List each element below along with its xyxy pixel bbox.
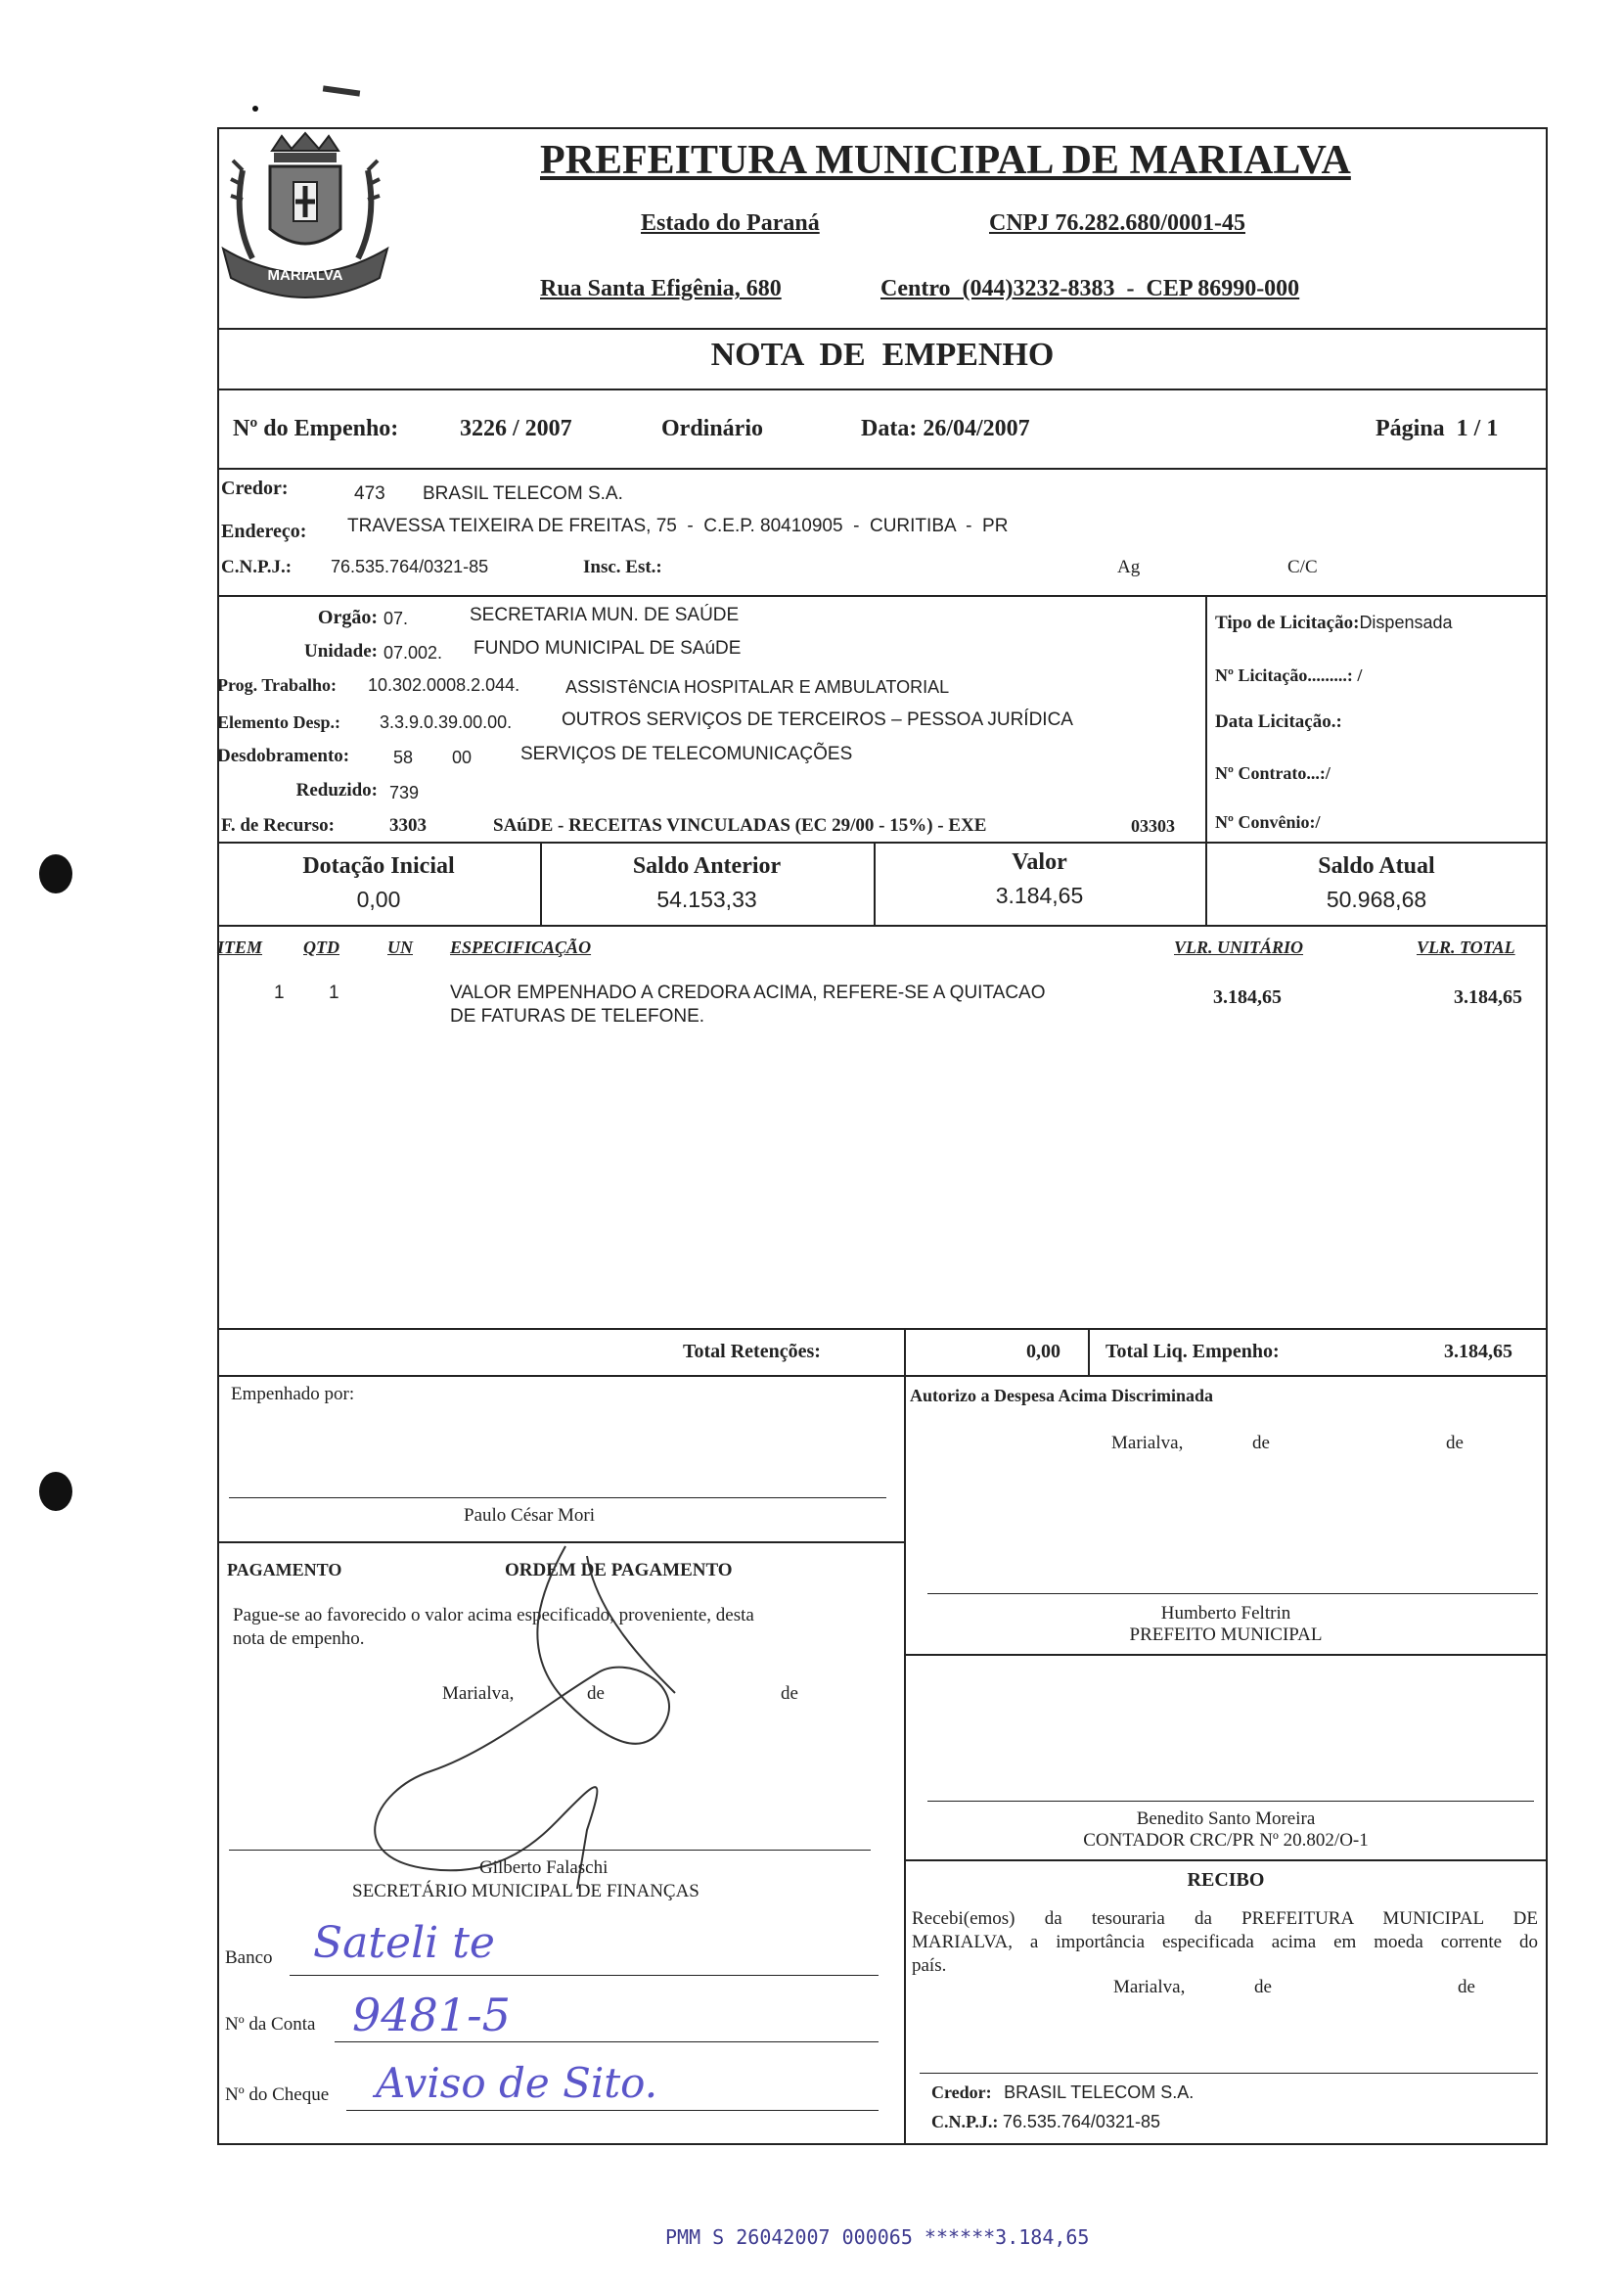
col-un: UN bbox=[387, 938, 413, 957]
scan-speck bbox=[252, 106, 258, 112]
cheque-value: Aviso de Sito. bbox=[376, 2059, 658, 2107]
recurso-label: F. de Recurso: bbox=[221, 815, 335, 836]
recibo-credor-label: Credor: bbox=[931, 2082, 992, 2102]
divider bbox=[217, 595, 1548, 597]
elemento-desp-code: 3.3.9.0.39.00.00. bbox=[380, 712, 513, 732]
elemento-desp-name: OUTROS SERVIÇOS DE TERCEIROS – PESSOA JURÍDICA bbox=[562, 709, 1073, 730]
col-valor-unitario: VLR. UNITÁRIO bbox=[1174, 938, 1304, 957]
item-qtd: 1 bbox=[329, 983, 339, 1003]
recibo-de-2: de bbox=[1458, 1977, 1475, 1997]
recibo-line3: país. bbox=[912, 1955, 947, 1976]
page-indicator: Página 1 / 1 bbox=[1376, 416, 1499, 441]
signature-scribble bbox=[352, 1536, 802, 1899]
recibo-cnpj bbox=[931, 2112, 1160, 2132]
desdobramento-sub: 00 bbox=[452, 748, 473, 767]
prog-trabalho-code: 10.302.0008.2.044. bbox=[368, 675, 520, 695]
empenhado-name: Paulo César Mori bbox=[464, 1505, 596, 1526]
orgao-label: Orgão: bbox=[317, 607, 378, 628]
reduzido-value: 739 bbox=[389, 783, 420, 802]
desdobramento-name: SERVIÇOS DE TELECOMUNICAÇÕES bbox=[520, 744, 853, 764]
state-label: Estado do Paraná bbox=[641, 210, 820, 236]
divider bbox=[904, 1328, 906, 1375]
scan-mark bbox=[323, 85, 360, 96]
endereco-label: Endereço: bbox=[221, 521, 307, 542]
item-desc-line2: DE FATURAS DE TELEFONE. bbox=[450, 1006, 705, 1027]
divider bbox=[217, 328, 1548, 330]
valor-label: Valor bbox=[1012, 849, 1067, 875]
unidade-label: Unidade: bbox=[304, 641, 378, 662]
divider bbox=[217, 468, 1548, 470]
municipal-crest-icon bbox=[213, 131, 397, 307]
divider bbox=[904, 1375, 906, 2145]
divider bbox=[217, 842, 1548, 844]
empenho-date: Data: 26/04/2007 bbox=[861, 416, 1030, 441]
punch-hole-top bbox=[39, 854, 72, 893]
ag-label: Ag bbox=[1117, 557, 1141, 577]
col-especificacao: ESPECIFICAÇÃO bbox=[450, 938, 592, 957]
recibo-city: Marialva, bbox=[1113, 1977, 1186, 1997]
recibo-credor-value: BRASIL TELECOM S.A. bbox=[1004, 2082, 1195, 2102]
recurso-code-2: 03303 bbox=[1131, 816, 1175, 836]
pagamento-label: PAGAMENTO bbox=[227, 1560, 342, 1579]
contador-name: Benedito Santo Moreira bbox=[1136, 1808, 1316, 1829]
liquido-value: 3.184,65 bbox=[1444, 1341, 1512, 1362]
prefeito-name: Humberto Feltrin bbox=[1160, 1603, 1291, 1624]
signature-line bbox=[229, 1850, 871, 1851]
banco-value: Sateli te bbox=[313, 1918, 495, 1968]
divider bbox=[1088, 1328, 1090, 1375]
dotacao-value: 0,00 bbox=[356, 887, 401, 912]
saldo-atual-label: Saldo Atual bbox=[1318, 853, 1435, 879]
divider bbox=[217, 1328, 1548, 1330]
credor-label: Credor: bbox=[221, 478, 289, 499]
municipality-title: PREFEITURA MUNICIPAL DE MARIALVA bbox=[540, 138, 1351, 183]
signature-line bbox=[927, 1801, 1534, 1802]
saldo-anterior-value: 54.153,33 bbox=[656, 887, 757, 912]
cheque-label: Nº do Cheque bbox=[225, 2084, 330, 2105]
item-total-value: 3.184,65 bbox=[1454, 986, 1522, 1008]
secretario-title: SECRETÁRIO MUNICIPAL DE FINANÇAS bbox=[352, 1881, 699, 1901]
pagamento-city: Marialva, bbox=[442, 1683, 515, 1704]
cnpj-label: CNPJ 76.282.680/0001-45 bbox=[989, 210, 1245, 236]
autorizo-label: Autorizo a Despesa Acima Discriminada bbox=[910, 1386, 1213, 1405]
footer-stamp: PMM S 26042007 000065 ******3.184,65 bbox=[665, 2225, 1090, 2249]
street-address: Rua Santa Efigênia, 680 bbox=[540, 276, 782, 301]
recibo-cnpj-label: C.N.P.J.: bbox=[931, 2112, 999, 2131]
banco-line bbox=[290, 1975, 879, 1976]
saldo-atual-value: 50.968,68 bbox=[1326, 887, 1427, 912]
unidade-code: 07.002. bbox=[383, 643, 443, 663]
divider bbox=[217, 925, 1548, 927]
signature-line bbox=[229, 1497, 886, 1498]
pagamento-text-line2: nota de empenho. bbox=[233, 1628, 365, 1649]
autorizo-de-2: de bbox=[1446, 1433, 1464, 1453]
desdobramento-label: Desdobramento: bbox=[217, 746, 350, 766]
credor-name: BRASIL TELECOM S.A. bbox=[423, 483, 623, 504]
col-item: ITEM bbox=[217, 938, 263, 957]
divider bbox=[1205, 595, 1207, 842]
cnpj-creditor-label: C.N.P.J.: bbox=[221, 557, 293, 577]
recibo-credor bbox=[931, 2082, 1194, 2103]
empenhado-label: Empenhado por: bbox=[231, 1384, 355, 1404]
credor-code: 473 bbox=[354, 483, 385, 504]
empenho-number: 3226 / 2007 bbox=[460, 416, 572, 441]
autorizo-city: Marialva, bbox=[1111, 1433, 1184, 1453]
orgao-code: 07. bbox=[383, 609, 409, 628]
numero-licitacao: Nº Licitação.........: / bbox=[1215, 665, 1363, 685]
crest-text: MARIALVA bbox=[267, 267, 343, 284]
reduzido-label: Reduzido: bbox=[295, 780, 378, 801]
signature-line bbox=[927, 1593, 1538, 1594]
recibo-de-1: de bbox=[1254, 1977, 1272, 1997]
cheque-line bbox=[346, 2110, 879, 2111]
conta-value: 9481-5 bbox=[352, 1989, 511, 2041]
prog-trabalho-name: ASSISTêNCIA HOSPITALAR E AMBULATORIAL bbox=[565, 677, 950, 697]
pagamento-de-1: de bbox=[587, 1683, 605, 1704]
cc-label: C/C bbox=[1287, 557, 1318, 577]
item-number: 1 bbox=[274, 983, 285, 1003]
recibo-cnpj-value: 76.535.764/0321-85 bbox=[1002, 2112, 1160, 2131]
pagamento-text-line1: Pague-se ao favorecido o valor acima especificado, proveniente, desta bbox=[233, 1605, 754, 1625]
recurso-code: 3303 bbox=[389, 815, 427, 836]
numero-convenio: Nº Convênio:/ bbox=[1215, 812, 1321, 832]
banco-label: Banco bbox=[225, 1947, 273, 1968]
unidade-name: FUNDO MUNICIPAL DE SAúDE bbox=[474, 638, 742, 659]
ordem-pagamento-label: ORDEM DE PAGAMENTO bbox=[505, 1560, 733, 1580]
conta-line bbox=[335, 2041, 879, 2042]
retencoes-label: Total Retenções: bbox=[683, 1341, 821, 1362]
item-desc-line1: VALOR EMPENHADO A CREDORA ACIMA, REFERE-SE A QUITACAO bbox=[450, 983, 1046, 1003]
conta-label: Nº da Conta bbox=[225, 2014, 316, 2035]
dotacao-label: Dotação Inicial bbox=[302, 853, 455, 879]
numero-contrato: Nº Contrato...:/ bbox=[1215, 763, 1331, 783]
orgao-name: SECRETARIA MUN. DE SAÚDE bbox=[470, 605, 740, 625]
endereco-value: TRAVESSA TEIXEIRA DE FREITAS, 75 - C.E.P. 80410905 - CURITIBA - PR bbox=[347, 516, 1009, 536]
retencoes-value: 0,00 bbox=[1026, 1341, 1060, 1362]
empenho-type: Ordinário bbox=[661, 416, 764, 441]
recibo-line1: Recebi(emos) da tesouraria da PREFEITURA MUNICIPAL DE bbox=[912, 1908, 1538, 1929]
insc-est-label: Insc. Est.: bbox=[583, 557, 662, 577]
prefeito-title: PREFEITO MUNICIPAL bbox=[1129, 1624, 1323, 1645]
autorizo-de-1: de bbox=[1252, 1433, 1270, 1453]
pagamento-de-2: de bbox=[781, 1683, 798, 1704]
liquido-label: Total Liq. Empenho: bbox=[1105, 1341, 1280, 1362]
divider bbox=[217, 389, 1548, 390]
tipo-licitacao bbox=[1215, 613, 1453, 634]
recurso-name: SAúDE - RECEITAS VINCULADAS (EC 29/00 - 15%) - EXE bbox=[493, 815, 987, 836]
divider bbox=[904, 1859, 1548, 1861]
data-licitacao: Data Licitação.: bbox=[1215, 711, 1342, 732]
cnpj-creditor-value: 76.535.764/0321-85 bbox=[331, 557, 489, 576]
contador-title: CONTADOR CRC/PR Nº 20.802/O-1 bbox=[1083, 1830, 1369, 1851]
recibo-line2: MARIALVA, a importância especificada acima em moeda corrente do bbox=[912, 1932, 1538, 1952]
secretario-name: Gilberto Falaschi bbox=[479, 1857, 609, 1878]
saldo-anterior-label: Saldo Anterior bbox=[632, 853, 782, 879]
tipo-licitacao-value: Dispensada bbox=[1359, 613, 1453, 632]
desdobramento-code: 58 bbox=[393, 748, 414, 767]
empenho-number-label: Nº do Empenho: bbox=[233, 416, 399, 441]
district-phone-cep: Centro (044)3232-8383 - CEP 86990-000 bbox=[880, 276, 1300, 301]
document-title: NOTA DE EMPENHO bbox=[710, 337, 1055, 373]
punch-hole-bottom bbox=[39, 1472, 72, 1511]
elemento-desp-label: Elemento Desp.: bbox=[217, 712, 340, 732]
prog-trabalho-label: Prog. Trabalho: bbox=[217, 675, 338, 695]
divider bbox=[217, 1375, 1548, 1377]
col-valor-total: VLR. TOTAL bbox=[1417, 938, 1515, 957]
divider bbox=[904, 1654, 1548, 1656]
col-qtd: QTD bbox=[303, 938, 339, 957]
tipo-licitacao-label: Tipo de Licitação: bbox=[1215, 613, 1360, 633]
recibo-title: RECIBO bbox=[1187, 1869, 1265, 1891]
item-unit-value: 3.184,65 bbox=[1213, 986, 1282, 1008]
signature-line bbox=[920, 2073, 1538, 2074]
valor-value: 3.184,65 bbox=[995, 883, 1084, 908]
